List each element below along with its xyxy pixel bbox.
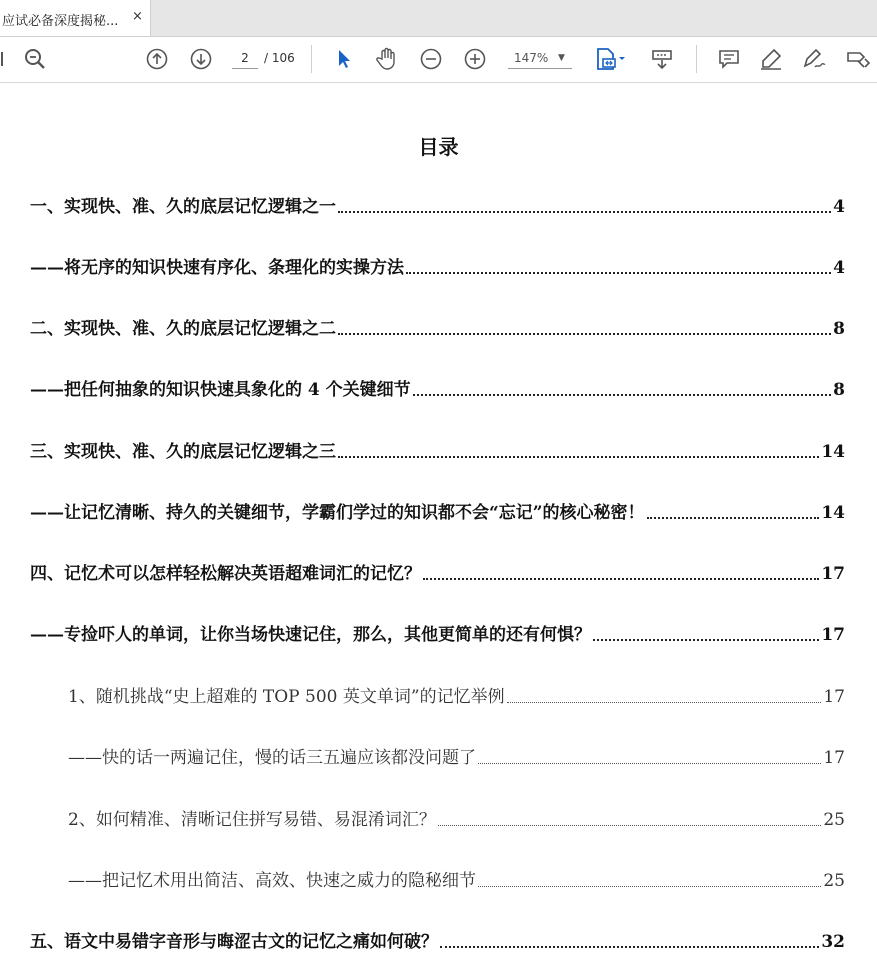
page-number-input[interactable]: 2 (232, 48, 258, 69)
toc-entry[interactable] (30, 195, 845, 217)
page-total: / 106 (264, 51, 295, 65)
toc-entry-page: 25 (823, 871, 845, 891)
toc-subentry[interactable] (68, 746, 845, 768)
select-tool-button[interactable] (332, 47, 356, 71)
zoom-select[interactable] (508, 48, 572, 69)
toc-entry-text: 三、实现快、准、久的底层记忆逻辑之三 (30, 442, 336, 462)
highlighter-icon (759, 47, 783, 71)
toolbar-divider (311, 45, 312, 73)
sign-button[interactable] (800, 47, 828, 71)
close-icon[interactable]: × (132, 9, 143, 24)
fit-page-icon (595, 47, 629, 71)
arrow-up-icon (146, 48, 168, 70)
toc-entry-text: ——让记忆清晰、持久的关键细节，学霸们学过的知识都不会“忘记”的核心秘密！ (30, 503, 645, 523)
next-page-button[interactable] (188, 47, 214, 71)
toc-entry-text: 二、实现快、准、久的底层记忆逻辑之二 (30, 319, 336, 339)
comment-button[interactable] (716, 47, 742, 71)
toc-entry-text: ——快的话一两遍记住，慢的话三五遍应该都没问题了 (68, 748, 476, 768)
arrow-down-icon (190, 48, 212, 70)
toc-entry-page: 17 (823, 748, 845, 768)
toc-entry-text: 五、语文中易错字音形与晦涩古文的记忆之痛如何破？ (30, 932, 438, 952)
toc-entry[interactable] (30, 378, 845, 400)
toc-leader (406, 271, 831, 274)
pen-sign-icon (801, 47, 827, 71)
toc-entry-text: 2、如何精准、清晰记住拼写易错、易混淆词汇？ (68, 810, 436, 830)
toc-entry[interactable] (30, 930, 845, 952)
toolbar (0, 37, 877, 83)
toc-entry-text: ——把任何抽象的知识快速具象化的 4 个关键细节 (30, 380, 411, 400)
sidebar-toggle[interactable] (0, 47, 6, 71)
toc-entry-page: 32 (821, 932, 845, 952)
more-tools-button[interactable] (844, 47, 874, 71)
toc-entry[interactable] (30, 440, 845, 462)
toc-leader (478, 885, 821, 887)
highlight-button[interactable] (758, 47, 784, 71)
tools-icon (845, 47, 873, 71)
chevron-down-icon: ▼ (558, 53, 565, 63)
toc-entry[interactable] (30, 317, 845, 339)
toc-leader (338, 332, 831, 335)
hand-icon (376, 47, 398, 71)
minus-circle-icon (420, 48, 442, 70)
toc-entry-text: ——将无序的知识快速有序化、条理化的实操方法 (30, 258, 404, 278)
toc-entry-page: 17 (821, 564, 845, 584)
previous-page-button[interactable] (144, 47, 170, 71)
toc-entry-text: 1、随机挑战“史上超难的 TOP 500 英文单词”的记忆举例 (68, 687, 505, 707)
toc-entry-page: 4 (833, 197, 845, 217)
document-tab[interactable] (0, 0, 151, 36)
toc-leader (440, 945, 819, 948)
toc-leader (438, 824, 822, 826)
page-title: 目录 (418, 135, 459, 159)
zoom-in-button[interactable] (462, 47, 488, 71)
toc-entry[interactable] (30, 256, 845, 278)
zoom-out-button[interactable] (418, 47, 444, 71)
toc-entry-text: ——专捡吓人的单词，让你当场快速记住，那么，其他更简单的还有何惧？ (30, 625, 591, 645)
zoom-value: 147% (514, 51, 549, 65)
plus-circle-icon (464, 48, 486, 70)
toolbar-divider (696, 45, 697, 73)
toc-leader (507, 701, 822, 703)
toc-entry-page: 14 (821, 503, 845, 523)
toc-entry-text: ——把记忆术用出简洁、高效、快速之威力的隐秘细节 (68, 871, 476, 891)
toc-entry-page: 8 (833, 380, 845, 400)
toc-leader (338, 455, 819, 458)
toc-entry[interactable] (30, 501, 845, 523)
cursor-arrow-icon (336, 49, 352, 69)
toc-subentry[interactable] (68, 685, 845, 707)
toc-entry-page: 17 (823, 687, 845, 707)
toc-entry-page: 17 (821, 625, 845, 645)
toc-entry[interactable] (30, 562, 845, 584)
toc-leader (647, 516, 820, 519)
comment-icon (718, 48, 740, 70)
pdf-page (0, 83, 877, 976)
toc-leader (338, 210, 831, 213)
toc-entry-page: 8 (833, 319, 845, 339)
scroll-mode-button[interactable] (648, 47, 676, 71)
toc-entry-text: 一、实现快、准、久的底层记忆逻辑之一 (30, 197, 336, 217)
toc-entry-page: 25 (823, 810, 845, 830)
fit-page-button[interactable] (594, 47, 630, 71)
scroll-icon (650, 47, 674, 71)
toc-subentry[interactable] (68, 808, 845, 830)
toc-leader (593, 638, 819, 641)
toc-entry[interactable] (30, 623, 845, 645)
toc-entry-text: 四、记忆术可以怎样轻松解决英语超难词汇的记忆？ (30, 564, 421, 584)
toc-leader (423, 577, 819, 580)
toc-entry-page: 4 (833, 258, 845, 278)
toc-subentry[interactable] (68, 869, 845, 891)
tab-title[interactable]: 应试必备深度揭秘... (2, 14, 119, 29)
tab-bar (0, 0, 877, 37)
zoom-search-icon[interactable] (22, 47, 48, 71)
toc-entry-page: 14 (821, 442, 845, 462)
hand-tool-button[interactable] (374, 47, 400, 71)
toc-leader (413, 393, 831, 396)
toc-leader (478, 762, 821, 764)
